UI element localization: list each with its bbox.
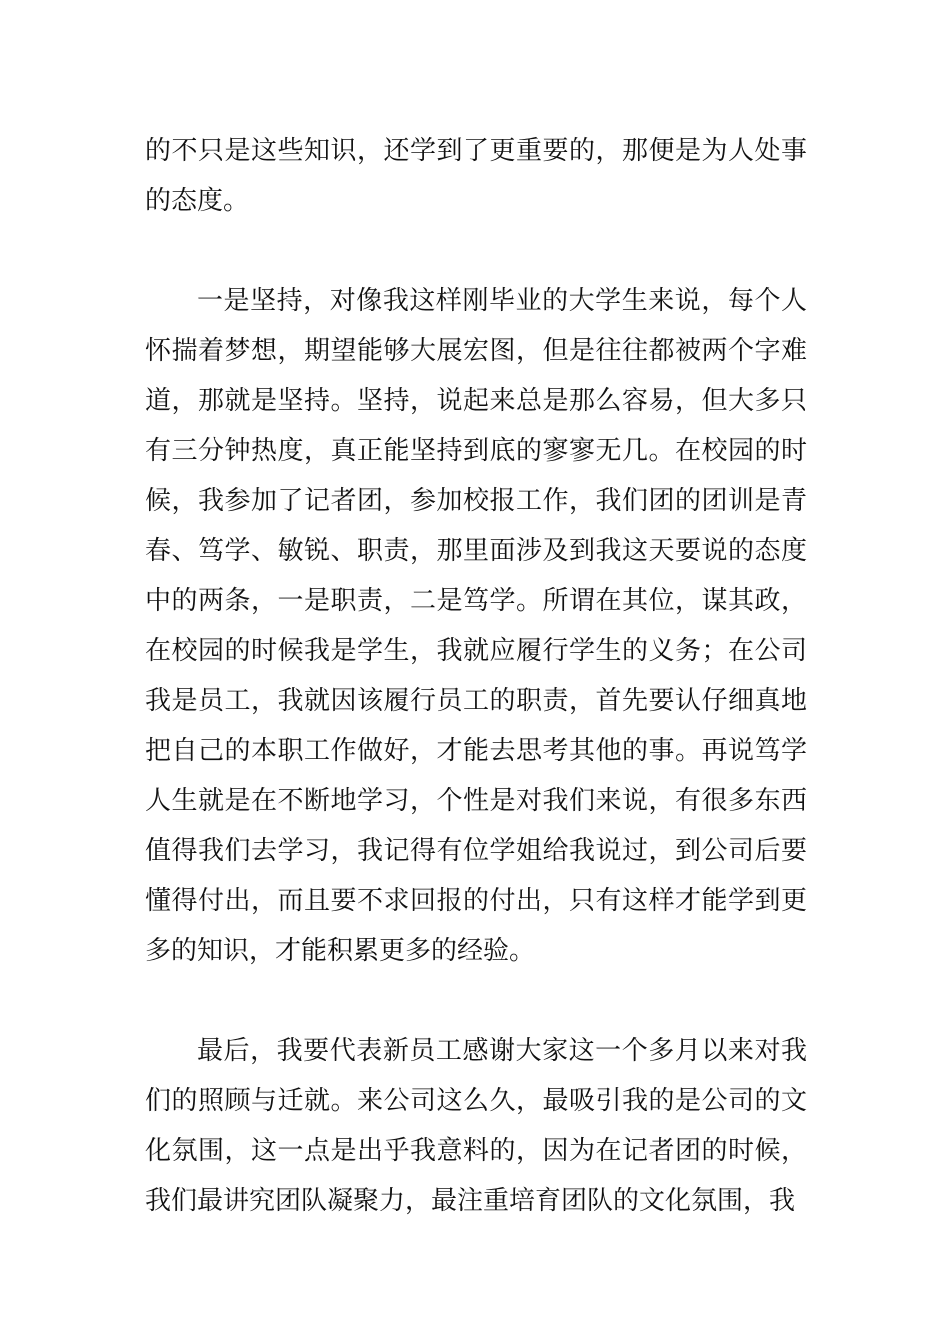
- paragraph-thanks: 最后，我要代表新员工感谢大家这一个多月以来对我们的照顾与迁就。来公司这么久，最吸引我的是公司的文化氛围，这一点是出乎我意料的，因为在记者团的时候，我们最讲究团队凝聚力，最注重培育团队的文化氛围，我: [145, 1036, 807, 1216]
- paragraph-gap: [145, 976, 807, 1026]
- document-body: [145, 126, 807, 1226]
- paragraph-gap: [145, 226, 807, 276]
- paragraph-persistence: 一是坚持，对像我这样刚毕业的大学生来说，每个人怀揣着梦想，期望能够大展宏图，但是往往都被两个字难道，那就是坚持。坚持，说起来总是那么容易，但大多只有三分钟热度，真正能坚持到底的寥寥无几。在校园的时候，我参加了记者团，参加校报工作，我们团的团训是青春、笃学、敏锐、职责，那里面涉及到我这天要说的态度中的两条，一是职责，二是笃学。所谓在其位，谋其政，在校园的时候我是学生，我就应履行学生的义务；在公司我是员工，我就因该履行员工的职责，首先要认仔细真地把自己的本职工作做好，才能去思考其他的事。再说笃学人生就是在不断地学习，个性是对我们来说，有很多东西值得我们去学习，我记得有位学姐给我说过，到公司后要懂得付出，而且要不求回报的付出，只有这样才能学到更多的知识，才能积累更多的经验。: [145, 286, 807, 966]
- paragraph-continuation: 的不只是这些知识，还学到了更重要的，那便是为人处事的态度。: [145, 136, 807, 216]
